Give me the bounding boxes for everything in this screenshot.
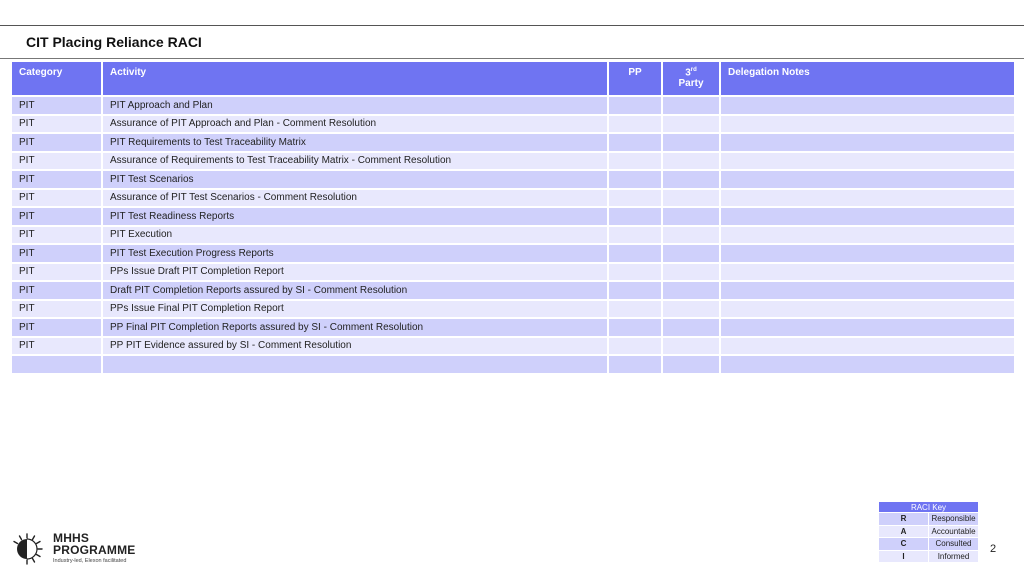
top-rule xyxy=(0,25,1024,26)
cell-pp xyxy=(608,337,662,356)
raci-key-body xyxy=(879,513,979,563)
cell-category: PIT xyxy=(11,337,102,356)
logo-tagline: Industry-led, Elexon facilitated xyxy=(53,558,127,564)
header-third-party-suffix: rd xyxy=(690,67,697,73)
cell-third-party xyxy=(662,244,720,263)
cell-category: PIT xyxy=(11,115,102,134)
header-category: Category xyxy=(11,61,102,96)
cell-delegation-notes xyxy=(720,152,1015,171)
cell-activity: PIT Execution xyxy=(102,226,608,245)
raci-table xyxy=(10,60,1016,375)
slide-title: CIT Placing Reliance RACI xyxy=(26,34,202,50)
cell-activity: PP Final PIT Completion Reports assured by SI - Comment Resolution xyxy=(102,318,608,337)
table-row xyxy=(11,152,1015,171)
table-row xyxy=(11,355,1015,374)
header-delegation-notes: Delegation Notes xyxy=(720,61,1015,96)
raci-key-meaning: Accountable xyxy=(929,525,979,538)
cell-category: PIT xyxy=(11,189,102,208)
cell-delegation-notes xyxy=(720,281,1015,300)
cell-pp xyxy=(608,281,662,300)
cell-pp xyxy=(608,115,662,134)
cell-activity: PIT Test Scenarios xyxy=(102,170,608,189)
table-row xyxy=(11,207,1015,226)
raci-key-row xyxy=(879,525,979,538)
table-header-row xyxy=(11,61,1015,96)
cell-pp xyxy=(608,244,662,263)
table-row xyxy=(11,226,1015,245)
cell-activity: Assurance of PIT Approach and Plan - Comment Resolution xyxy=(102,115,608,134)
raci-key-row xyxy=(879,550,979,563)
table-row xyxy=(11,244,1015,263)
cell-pp xyxy=(608,300,662,319)
cell-activity: PIT Test Execution Progress Reports xyxy=(102,244,608,263)
cell-activity: PIT Requirements to Test Traceability Matrix xyxy=(102,133,608,152)
cell-delegation-notes xyxy=(720,226,1015,245)
raci-key-row xyxy=(879,513,979,526)
raci-key-meaning: Consulted xyxy=(929,538,979,551)
cell-third-party xyxy=(662,300,720,319)
cell-third-party xyxy=(662,170,720,189)
cell-delegation-notes xyxy=(720,207,1015,226)
cell-delegation-notes xyxy=(720,133,1015,152)
cell-third-party xyxy=(662,207,720,226)
table-row xyxy=(11,318,1015,337)
cell-pp xyxy=(608,133,662,152)
cell-activity: PP PIT Evidence assured by SI - Comment Resolution xyxy=(102,337,608,356)
cell-category: PIT xyxy=(11,263,102,282)
cell-category: PIT xyxy=(11,318,102,337)
cell-delegation-notes xyxy=(720,189,1015,208)
cell-activity xyxy=(102,355,608,374)
cell-delegation-notes xyxy=(720,170,1015,189)
table-row xyxy=(11,281,1015,300)
cell-activity: PPs Issue Final PIT Completion Report xyxy=(102,300,608,319)
title-rule xyxy=(0,58,1024,59)
cell-category: PIT xyxy=(11,207,102,226)
raci-table-body xyxy=(11,96,1015,374)
table-row xyxy=(11,170,1015,189)
table-row xyxy=(11,133,1015,152)
cell-delegation-notes xyxy=(720,337,1015,356)
raci-key-row xyxy=(879,538,979,551)
mhhs-logo xyxy=(8,528,148,570)
cell-delegation-notes xyxy=(720,355,1015,374)
mhhs-logo-mark-icon xyxy=(10,532,44,566)
cell-delegation-notes xyxy=(720,263,1015,282)
cell-third-party xyxy=(662,226,720,245)
table-row xyxy=(11,115,1015,134)
header-pp: PP xyxy=(608,61,662,96)
logo-line2: PROGRAMME xyxy=(53,543,136,557)
cell-activity: PPs Issue Draft PIT Completion Report xyxy=(102,263,608,282)
cell-category: PIT xyxy=(11,300,102,319)
cell-third-party xyxy=(662,189,720,208)
table-row xyxy=(11,263,1015,282)
cell-delegation-notes xyxy=(720,96,1015,115)
cell-third-party xyxy=(662,96,720,115)
cell-activity: PIT Approach and Plan xyxy=(102,96,608,115)
cell-pp xyxy=(608,263,662,282)
cell-third-party xyxy=(662,281,720,300)
table-row xyxy=(11,189,1015,208)
cell-delegation-notes xyxy=(720,244,1015,263)
cell-third-party xyxy=(662,337,720,356)
header-activity: Activity xyxy=(102,61,608,96)
cell-pp xyxy=(608,226,662,245)
raci-key-letter: R xyxy=(879,513,929,526)
raci-key-meaning: Informed xyxy=(929,550,979,563)
raci-key-letter: C xyxy=(879,538,929,551)
table-row xyxy=(11,300,1015,319)
cell-pp xyxy=(608,207,662,226)
raci-key-title: RACI Key xyxy=(879,502,979,513)
cell-pp xyxy=(608,170,662,189)
raci-key-letter: I xyxy=(879,550,929,563)
cell-category: PIT xyxy=(11,281,102,300)
cell-category: PIT xyxy=(11,96,102,115)
table-row xyxy=(11,96,1015,115)
raci-key-meaning: Responsible xyxy=(929,513,979,526)
cell-pp xyxy=(608,189,662,208)
cell-delegation-notes xyxy=(720,300,1015,319)
cell-third-party xyxy=(662,355,720,374)
page-number: 2 xyxy=(990,543,997,555)
cell-pp xyxy=(608,96,662,115)
header-third-party-number: 3 xyxy=(685,67,691,79)
cell-category xyxy=(11,355,102,374)
cell-delegation-notes xyxy=(720,318,1015,337)
cell-category: PIT xyxy=(11,226,102,245)
cell-category: PIT xyxy=(11,152,102,171)
header-third-party-word: Party xyxy=(678,78,704,90)
cell-pp xyxy=(608,355,662,374)
cell-third-party xyxy=(662,152,720,171)
logo-line1: MHHS xyxy=(53,531,90,545)
cell-activity: Draft PIT Completion Reports assured by SI - Comment Resolution xyxy=(102,281,608,300)
cell-pp xyxy=(608,318,662,337)
cell-activity: PIT Test Readiness Reports xyxy=(102,207,608,226)
cell-category: PIT xyxy=(11,133,102,152)
cell-delegation-notes xyxy=(720,115,1015,134)
cell-pp xyxy=(608,152,662,171)
raci-key-letter: A xyxy=(879,525,929,538)
cell-category: PIT xyxy=(11,244,102,263)
cell-category: PIT xyxy=(11,170,102,189)
cell-third-party xyxy=(662,133,720,152)
table-row xyxy=(11,337,1015,356)
raci-key xyxy=(878,501,979,563)
cell-third-party xyxy=(662,318,720,337)
cell-activity: Assurance of PIT Test Scenarios - Comment Resolution xyxy=(102,189,608,208)
cell-third-party xyxy=(662,115,720,134)
cell-activity: Assurance of Requirements to Test Traceability Matrix - Comment Resolution xyxy=(102,152,608,171)
cell-third-party xyxy=(662,263,720,282)
header-third-party xyxy=(662,61,720,96)
